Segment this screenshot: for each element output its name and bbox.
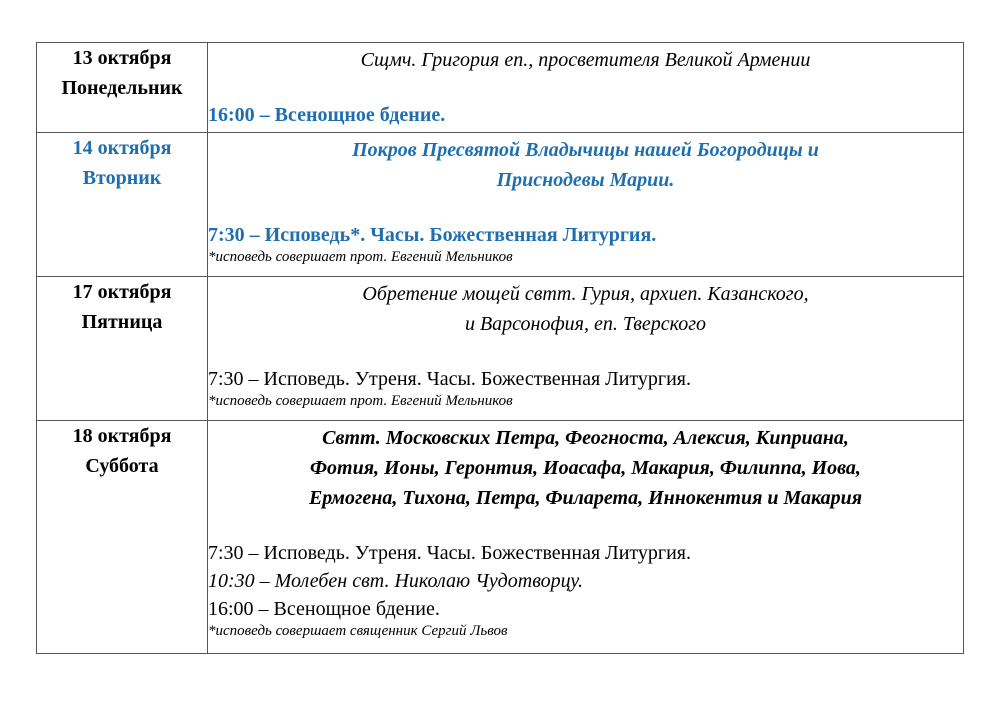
feast-title [208, 277, 963, 339]
date-label: 17 октября [72, 281, 172, 303]
weekday-label: Пятница [81, 311, 163, 333]
date-cell [37, 277, 208, 421]
table-row [37, 277, 964, 421]
feast-title-line: Свтт. Московских Петра, Феогноста, Алексия, Киприана, [322, 427, 849, 449]
date-label: 14 октября [72, 137, 172, 159]
schedule-table [36, 42, 964, 654]
date-cell [37, 421, 208, 654]
feast-title [208, 421, 963, 513]
feast-title-line: Покров Пресвятой Владычицы нашей Богородицы и [352, 139, 819, 161]
weekday-label: Понедельник [61, 77, 183, 99]
service-line: 7:30 – Исповедь*. Часы. Божественная Литургия. [208, 224, 657, 246]
feast-title [208, 133, 963, 195]
table-row [37, 421, 964, 654]
feast-title-line: и Варсонофия, еп. Тверского [464, 313, 707, 335]
table-row [37, 133, 964, 277]
content-cell [208, 43, 964, 133]
service-line: 16:00 – Всенощное бдение. [208, 104, 446, 126]
content-cell [208, 133, 964, 277]
content-cell [208, 277, 964, 421]
feast-title-line: Приснодевы Марии. [496, 169, 675, 191]
date-cell [37, 43, 208, 133]
table-row [37, 43, 964, 133]
content-cell [208, 421, 964, 654]
date-label: 13 октября [72, 47, 172, 69]
service-line: 10:30 – Молебен свт. Николаю Чудотворцу. [208, 570, 584, 592]
feast-title-line: Фотия, Ионы, Геронтия, Иоасафа, Макария, Филиппа, Иова, [310, 457, 861, 479]
date-cell [37, 133, 208, 277]
date-label: 18 октября [72, 425, 172, 447]
feast-title-line: Ермогена, Тихона, Петра, Филарета, Иннокентия и Макария [308, 487, 863, 509]
confession-note: *исповедь совершает прот. Евгений Мельников [208, 249, 513, 265]
service-line: 7:30 – Исповедь. Утреня. Часы. Божественная Литургия. [208, 368, 691, 390]
confession-note: *исповедь совершает священник Сергий Львов [208, 623, 508, 639]
feast-title-line: Обретение мощей свтт. Гурия, архиеп. Казанского, [362, 283, 809, 305]
weekday-label: Суббота [85, 455, 159, 477]
service-line: 16:00 – Всенощное бдение. [208, 598, 440, 620]
weekday-label: Вторник [82, 167, 162, 189]
confession-note: *исповедь совершает прот. Евгений Мельников [208, 393, 513, 409]
service-line: 7:30 – Исповедь. Утреня. Часы. Божественная Литургия. [208, 542, 691, 564]
feast-title: Сщмч. Григория еп., просветителя Великой Армении [360, 49, 811, 71]
